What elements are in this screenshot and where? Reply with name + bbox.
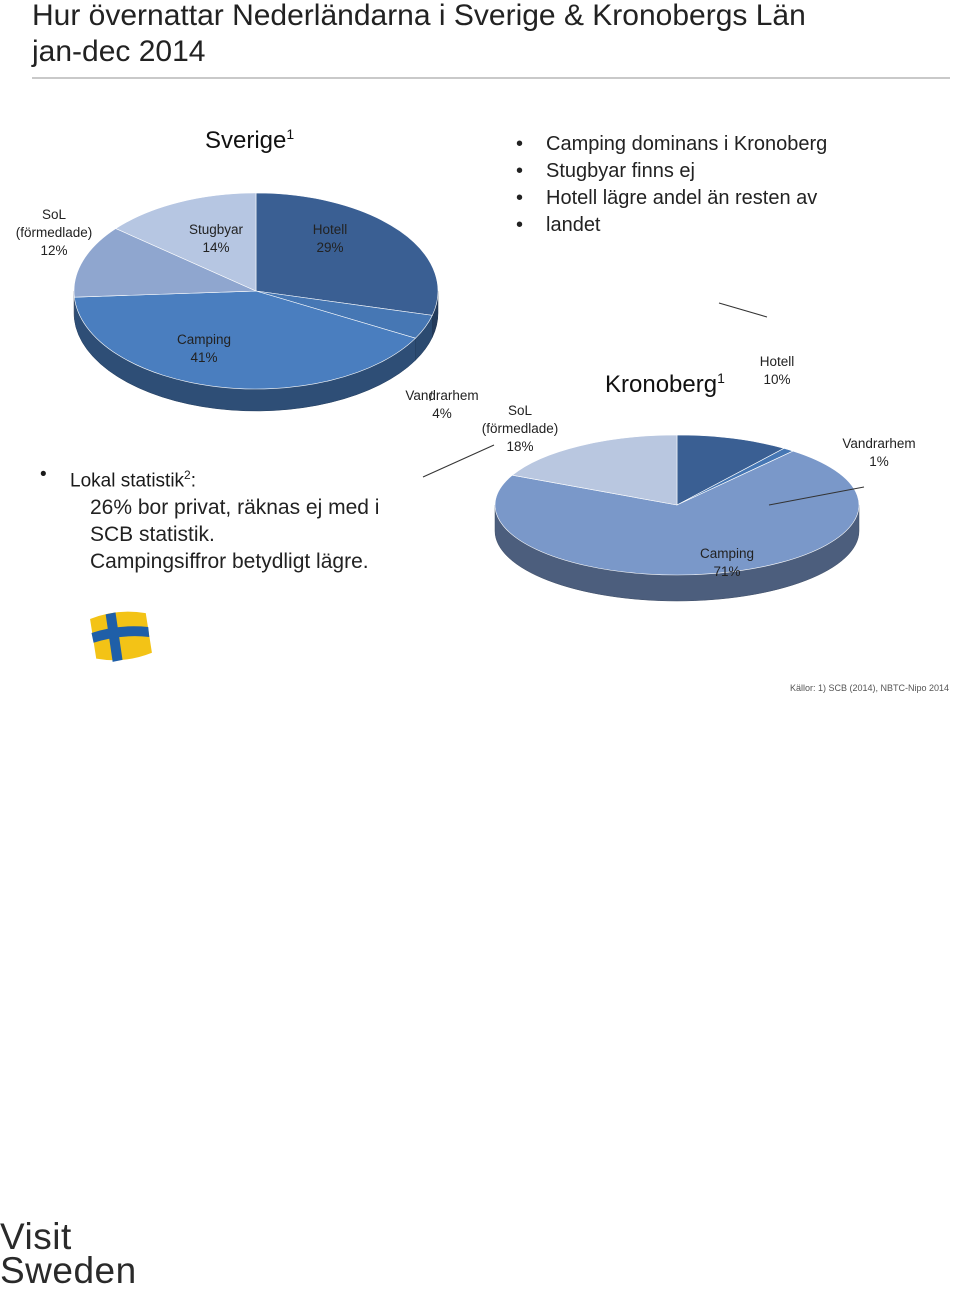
note-line: SCB statistik. xyxy=(40,521,420,548)
source-note: Källor: 1) SCB (2014), NBTC-Nipo 2014 xyxy=(790,683,949,693)
note-line: Campingsiffror betydligt lägre. xyxy=(40,548,420,575)
flag-mark-icon xyxy=(0,606,160,692)
slice-label-vandrarhem: Vandrarhem 4% xyxy=(405,388,478,421)
note-heading-colon: : xyxy=(191,470,196,491)
note-heading-text: Lokal statistik xyxy=(70,470,184,491)
note-heading xyxy=(40,462,420,494)
local-statistics-note xyxy=(40,462,420,575)
key-point-continuation: • landet xyxy=(516,212,916,239)
visit-sweden-logo xyxy=(0,606,160,692)
logo-word-sweden: Sweden xyxy=(0,1254,137,1288)
leader-line xyxy=(719,303,767,317)
leader-line xyxy=(423,445,494,477)
slice-label-camping: Camping 41% xyxy=(177,332,231,365)
slice-label-sol: SoL (förmedlade) 12% xyxy=(16,207,93,258)
note-line: 26% bor privat, räknas ej med i xyxy=(40,494,420,521)
page-title-line-1: Hur övernattar Nederländarna i Sverige & Kronobergs Län xyxy=(32,0,952,34)
key-point: • Hotell lägre andel än resten av xyxy=(516,185,916,212)
slice-label-stugbyar: Stugbyar 14% xyxy=(189,222,244,255)
key-point: • Stugbyar finns ej xyxy=(516,158,916,185)
key-points-list xyxy=(516,131,916,239)
note-heading-footnote: 2 xyxy=(184,468,191,482)
slice-label-sol: SoL (förmedlade) 18% xyxy=(482,403,559,454)
pie-chart-sverige xyxy=(16,126,479,421)
logo-word-visit: Visit xyxy=(0,1220,137,1254)
pie-chart-kronoberg xyxy=(423,303,916,601)
slice-label-camping: Camping 71% xyxy=(700,546,754,579)
chart-title-kronoberg: Kronoberg$^1$ xyxy=(605,370,725,398)
chart-title-sverige: Sverige$^1$ xyxy=(205,126,294,154)
key-point: • Camping dominans i Kronoberg xyxy=(516,131,916,158)
slice-label-vandrarhem: Vandrarhem 1% xyxy=(842,436,915,469)
slice-label-hotell: Hotell 29% xyxy=(313,222,348,255)
page-title-line-2: jan-dec 2014 xyxy=(32,34,952,70)
slice-label-hotell: Hotell 10% xyxy=(760,354,795,387)
